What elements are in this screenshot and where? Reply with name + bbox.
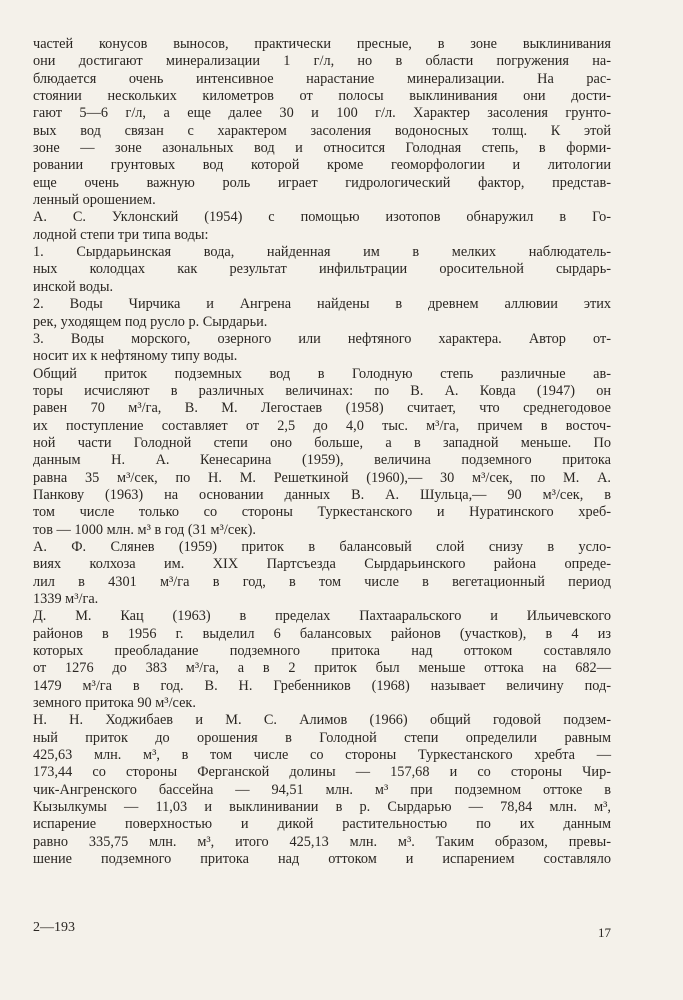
- text-line: они достигают минерализации 1 г/л, но в области погружения на-: [33, 53, 611, 70]
- text-line: ной части Голодной степи оно больше, а в западной меньше. По: [33, 434, 611, 451]
- text-line: виях колхоза им. XIX Партсъезда Сырдарьинского района опреде-: [33, 556, 611, 573]
- text-line: Н. Н. Ходжибаев и М. С. Алимов (1966) общий годовой подзем-: [33, 712, 611, 729]
- text-line: гают 5—6 г/л, а еще далее 30 и 100 г/л. Характер засоления грунто-: [33, 105, 611, 122]
- text-line: 1479 м³/га в год. В. Н. Гребенников (1968) называет величину под-: [33, 677, 611, 694]
- text-line: от 1276 до 383 м³/га, а в 2 приток был меньше оттока на 682—: [33, 660, 611, 677]
- text-line: Д. М. Кац (1963) в пределах Пахтааральского и Ильичевского: [33, 608, 611, 625]
- text-line: Общий приток подземных вод в Голодную степь различные ав-: [33, 365, 611, 382]
- page-number: 17: [598, 925, 611, 940]
- text-line: ных колодцах как результат инфильтрации оросительной сырдарь-: [33, 261, 611, 278]
- text-line: шение подземного притока над оттоком и испарением составляло: [33, 851, 611, 868]
- body-text: [33, 36, 611, 869]
- text-line: равна 35 м³/сек, по Н. М. Решеткиной (1960),— 30 м³/сек, по М. А.: [33, 469, 611, 486]
- text-line: районов в 1956 г. выделил 6 балансовых районов (участков), в 4 из: [33, 625, 611, 642]
- text-line: 2. Воды Чирчика и Ангрена найдены в древнем аллювии этих: [33, 296, 611, 313]
- text-line: Панкову (1963) на основании данных В. А. Шульца,— 90 м³/сек, в: [33, 486, 611, 503]
- text-line: А. С. Уклонский (1954) с помощью изотопов обнаружил в Го-: [33, 209, 611, 226]
- text-line: лодной степи три типа воды:: [33, 226, 209, 243]
- text-line: чик-Ангренского бассейна — 94,51 млн. м³ при подземном оттоке в: [33, 781, 611, 798]
- text-line: их поступление составляет от 2,5 до 4,0 тыс. м³/га, причем в восточ-: [33, 417, 611, 434]
- text-line: стоянии нескольких километров от полосы выклинивания они дости-: [33, 88, 611, 105]
- text-line: лил в 4301 м³/га в год, в том числе в вегетационный период: [33, 573, 611, 590]
- text-line: Кызылкумы — 11,03 и выклинивании в р. Сырдарью — 78,84 млн. м³,: [33, 799, 611, 816]
- text-line: носит их к нефтяному типу воды.: [33, 348, 238, 365]
- text-line: 173,44 со стороны Ферганской долины — 157,68 и со стороны Чир-: [33, 764, 611, 781]
- text-line: торы исчисляют в различных величинах: по В. А. Ковда (1947) он: [33, 382, 611, 399]
- text-line: 3. Воды морского, озерного или нефтяного характера. Автор от-: [33, 330, 611, 347]
- text-line: тов — 1000 млн. м³ в год (31 м³/сек).: [33, 521, 256, 538]
- text-line: 1339 м³/га.: [33, 591, 99, 607]
- text-line: равен 70 м³/га, В. М. Легостаев (1958) считает, что среднегодовое: [33, 400, 611, 417]
- text-line: которых преобладание подземного притока над оттоком составляло: [33, 643, 611, 660]
- text-line: рек, уходящем под русло р. Сырдарьи.: [33, 313, 268, 330]
- text-line: 425,63 млн. м³, в том числе со стороны Туркестанского хребта —: [33, 747, 611, 764]
- text-line: вых вод связан с характером засоления водоносных толщ. К этой: [33, 122, 611, 139]
- text-line: земного притока 90 м³/сек.: [33, 695, 196, 712]
- text-line: А. Ф. Слянев (1959) приток в балансовый слой снизу в усло-: [33, 538, 611, 555]
- text-line: еще очень важную роль играет гидрологический фактор, представ-: [33, 174, 611, 191]
- text-line: зоне — зоне азональных вод и относится Голодная степь, в форми-: [33, 140, 611, 157]
- text-line: ленный орошением.: [33, 192, 156, 209]
- text-line: том числе только со стороны Туркестанского и Нуратинского хреб-: [33, 504, 611, 521]
- printer-signature: 2—193: [33, 920, 75, 935]
- text-line: ровании грунтовых вод которой кроме геоморфологии и литологии: [33, 157, 611, 174]
- text-line: блюдается очень интенсивное нарастание минерализации. На рас-: [33, 70, 611, 87]
- text-line: 1. Сырдарьинская вода, найденная им в мелких наблюдатель-: [33, 244, 611, 261]
- text-line: частей конусов выносов, практически пресные, в зоне выклинивания: [33, 36, 611, 52]
- text-line: инской воды.: [33, 278, 114, 295]
- text-line: ный приток до орошения в Голодной степи определили равным: [33, 729, 611, 746]
- text-line: равно 335,75 млн. м³, итого 425,13 млн. м³. Таким образом, превы-: [33, 833, 611, 850]
- text-line: испарение поверхностью и дикой растительностью по их данным: [33, 816, 611, 833]
- text-line: данным Н. А. Кенесарина (1959), величина подземного притока: [33, 452, 611, 469]
